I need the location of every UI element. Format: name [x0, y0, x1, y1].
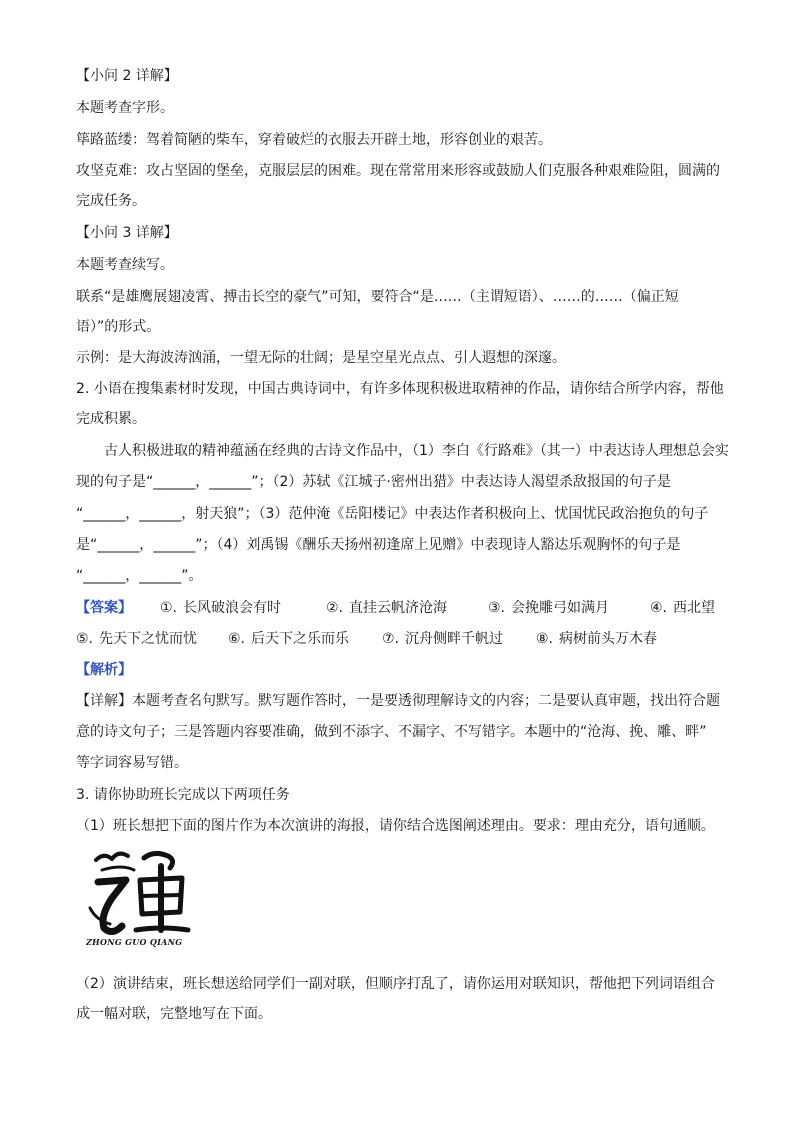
answer-item: ③. 会挽雕弓如满月 [488, 600, 610, 616]
question-3: 3. 请你协助班长完成以下两项任务 [76, 787, 290, 803]
text-line: 完成积累。 [76, 411, 146, 427]
text-line: 语）”的形式。 [76, 319, 161, 335]
answer-item: ⑥. 后天下之乐而乐 [228, 631, 350, 647]
text-line: 示例：是大海波涛汹涌，一望无际的壮阔；是星空星光点点、引人遐想的深邃。 [76, 350, 566, 366]
figure-caption: ZHONG GUO QIANG [86, 937, 183, 947]
answer-item: ⑧. 病树前头万木春 [536, 631, 658, 647]
answer-item: ④. 西北望 [650, 600, 716, 616]
text-line: “______，______”。 [76, 568, 203, 584]
text-line: 成一幅对联，完整地写在下面。 [76, 1006, 272, 1022]
text-line: 攻坚克难：攻占坚固的堡垒，克服层层的困难。现在常常用来形容或鼓励人们克服各种艰难险阻，圆满的 [76, 163, 720, 179]
task-1: （1）班长想把下面的图片作为本次演讲的海报，请你结合选图阐述理由。要求：理由充分，语句通顺。 [76, 818, 715, 834]
explanation-line: 等字词容易写错。 [76, 755, 188, 771]
text-line: “______，______，射天狼”；（3）范仲淹《岳阳楼记》中表达作者积极向上、忧国忧民政治抱负的句子 [76, 506, 709, 522]
text-line: 是“______，______”；（4）刘禹锡《酬乐天扬州初逢席上见赠》中表现诗人豁达乐观胸怀的句子是 [76, 537, 681, 553]
text-line: 完成任务。 [76, 193, 146, 209]
text-line: 本题考查字形。 [76, 100, 174, 116]
answer-item: ①. 长风破浪会有时 [160, 600, 282, 616]
question-2-passage: 古人积极进取的精神蕴涵在经典的古诗文作品中，（1）李白《行路难》（其一）中表达诗人理想总会实 [104, 443, 729, 459]
text-line: 联系“是雄鹰展翅凌霄、搏击长空的豪气”可知，要符合“是……（主谓短语）、……的……（偏正短 [76, 289, 679, 305]
subquestion-2-heading: 【小问 2 详解】 [76, 68, 178, 84]
subquestion-3-heading: 【小问 3 详解】 [76, 225, 178, 241]
answer-item: ②. 直挂云帆济沧海 [326, 600, 448, 616]
analysis-label: 【解析】 [76, 662, 132, 678]
question-2: 2. 小语在搜集素材时发现，中国古典诗词中，有许多体现积极进取精神的作品，请你结合所学内容，帮他 [76, 381, 724, 397]
answer-item: ⑦. 沉舟侧畔千帆过 [382, 631, 504, 647]
text-line: 现的句子是“______，______”；（2）苏轼《江城子·密州出猎》中表达诗人渴望杀敌报国的句子是 [76, 474, 671, 490]
explanation-line: 意的诗文句子；三是答题内容要准确，做到不添字、不漏字、不写错字。本题中的“沧海、挽、雕、畔” [76, 724, 707, 740]
explanation-line: 【详解】本题考查名句默写。默写题作答时，一是要透彻理解诗文的内容；二是要认真审题，找出符合题 [76, 693, 720, 709]
answer-label: 【答案】 [76, 600, 132, 616]
text-line: 本题考查续写。 [76, 257, 174, 273]
task-2: （2）演讲结束，班长想送给同学们一副对联，但顺序打乱了，请你运用对联知识，帮他把下列词语组合 [76, 976, 715, 992]
answer-item: ⑤. 先天下之忧而忧 [76, 631, 198, 647]
text-line: 筚路蓝缕：驾着简陋的柴车，穿着破烂的衣服去开辟土地，形容创业的艰苦。 [76, 132, 552, 148]
